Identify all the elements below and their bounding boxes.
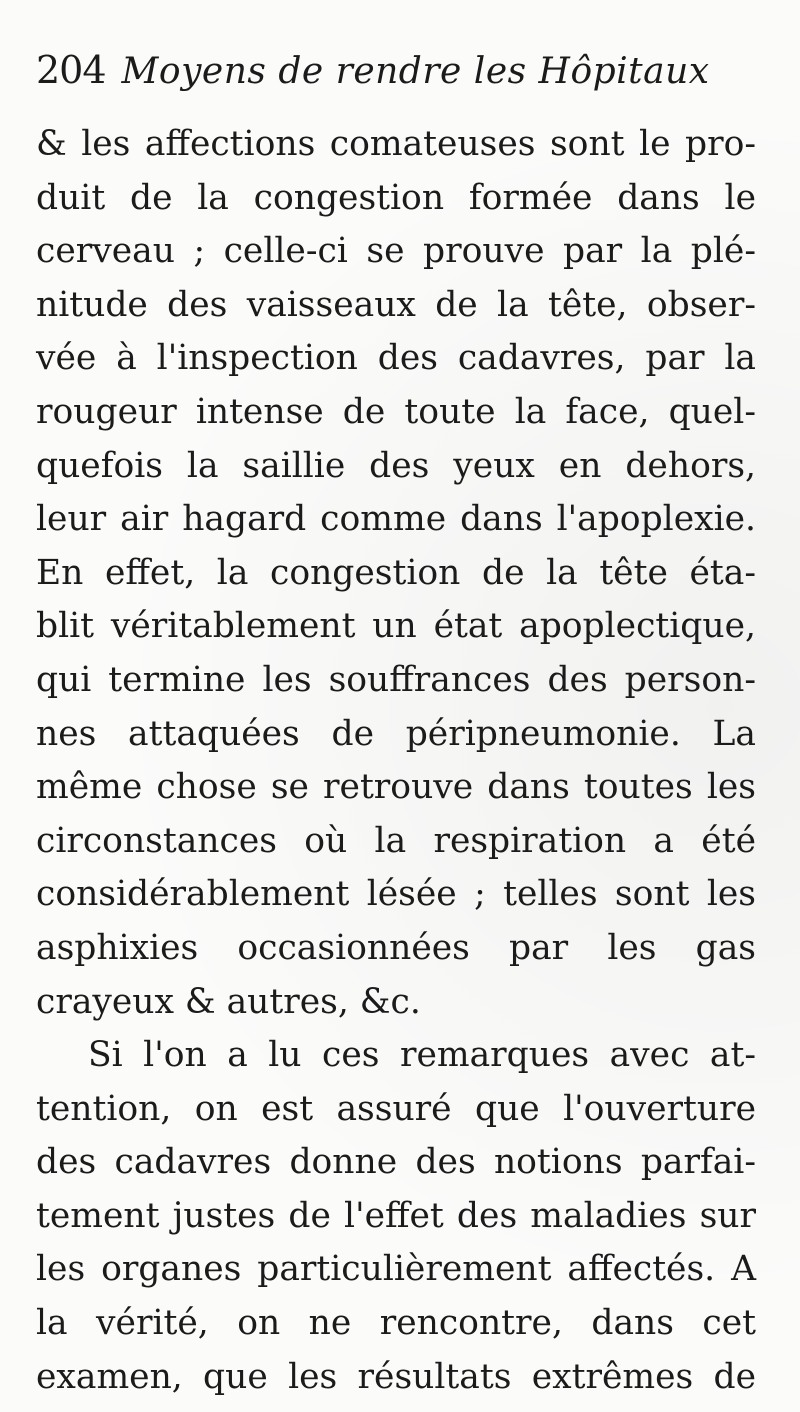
text-line: nitude des vaisseaux de la tête, obser- <box>36 284 756 325</box>
body-text <box>36 118 756 1404</box>
text-line: les organes particulièrement affectés. A <box>36 1249 756 1290</box>
page-number: 204 <box>36 48 106 92</box>
text-line: qui termine les souffrances des person- <box>36 659 756 700</box>
text-line: cerveau ; celle-ci se prouve par la plé- <box>36 231 756 272</box>
text-line: examen, que les résultats extrêmes de <box>36 1356 756 1397</box>
text-line: rougeur intense de toute la face, quel- <box>36 391 756 432</box>
text-line: leur air hagard comme dans l'apoplexie. <box>36 499 756 540</box>
text-line: des cadavres donne des notions parfai- <box>36 1142 756 1183</box>
text-line: blit véritablement un état apoplectique, <box>36 606 756 647</box>
text-line: tention, on est assuré que l'ouverture <box>36 1088 756 1129</box>
text-line: vée à l'inspection des cadavres, par la <box>36 338 756 379</box>
text-line: la vérité, on ne rencontre, dans cet <box>36 1303 756 1344</box>
text-line: considérablement lésée ; telles sont les <box>36 874 756 915</box>
text-line: même chose se retrouve dans toutes les <box>36 767 756 808</box>
text-line: En effet, la congestion de la tête éta- <box>36 552 756 593</box>
text-line: quefois la saillie des yeux en dehors, <box>36 445 756 486</box>
paragraph-end-line: crayeux & autres, &c. <box>36 981 421 1022</box>
text-line: duit de la congestion formée dans le <box>36 177 756 218</box>
text-line: nes attaquées de péripneumonie. La <box>36 713 756 754</box>
running-title: Moyens de rendre les Hôpitaux <box>121 51 710 92</box>
text-line: tement justes de l'effet des maladies sur <box>36 1195 756 1236</box>
text-line: circonstances où la respiration a été <box>36 820 756 861</box>
running-head <box>36 48 736 108</box>
text-line: & les affections comateuses sont le pro- <box>36 124 756 164</box>
text-line: asphixies occasionnées par les gas <box>36 927 756 968</box>
paragraph-start-line: Si l'on a lu ces remarques avec at- <box>88 1035 756 1076</box>
